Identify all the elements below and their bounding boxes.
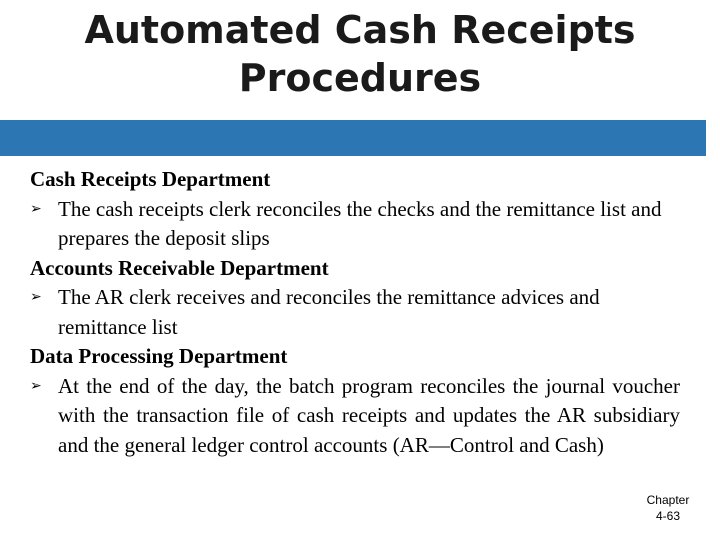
slide-title-line-2: Procedures — [238, 56, 482, 100]
arrow-bullet-icon: ➢ — [30, 290, 42, 305]
arrow-bullet-icon: ➢ — [30, 378, 42, 394]
title-accent-band — [0, 120, 706, 156]
bullet-text: The cash receipts clerk reconciles the checks and the remittance list and prepares the deposit slips — [58, 196, 662, 250]
section-heading-data-processing: Data Processing Department — [30, 344, 288, 368]
section-heading-accounts-receivable: Accounts Receivable Department — [30, 255, 329, 280]
slide-title — [0, 6, 720, 102]
arrow-bullet-icon: ➢ — [30, 201, 42, 217]
slide-body — [30, 165, 680, 460]
chapter-page-label — [638, 492, 698, 524]
slide-title-line-1: Automated Cash Receipts — [84, 8, 636, 52]
bullet-item — [30, 283, 680, 342]
section-heading-cash-receipts: Cash Receipts Department — [30, 167, 271, 191]
chapter-label: Chapter — [646, 493, 690, 507]
page-number: 4-63 — [655, 509, 681, 523]
bullet-item — [30, 372, 680, 461]
bullet-text: The AR clerk receives and reconciles the remittance advices and remittance list — [58, 285, 600, 339]
bullet-text: At the end of the day, the batch program reconciles the journal voucher with the transaction file of cash receipts and updates the AR subsidiary and the general ledger control accounts (AR—Control and Cash) — [58, 373, 680, 457]
bullet-item — [30, 195, 680, 254]
